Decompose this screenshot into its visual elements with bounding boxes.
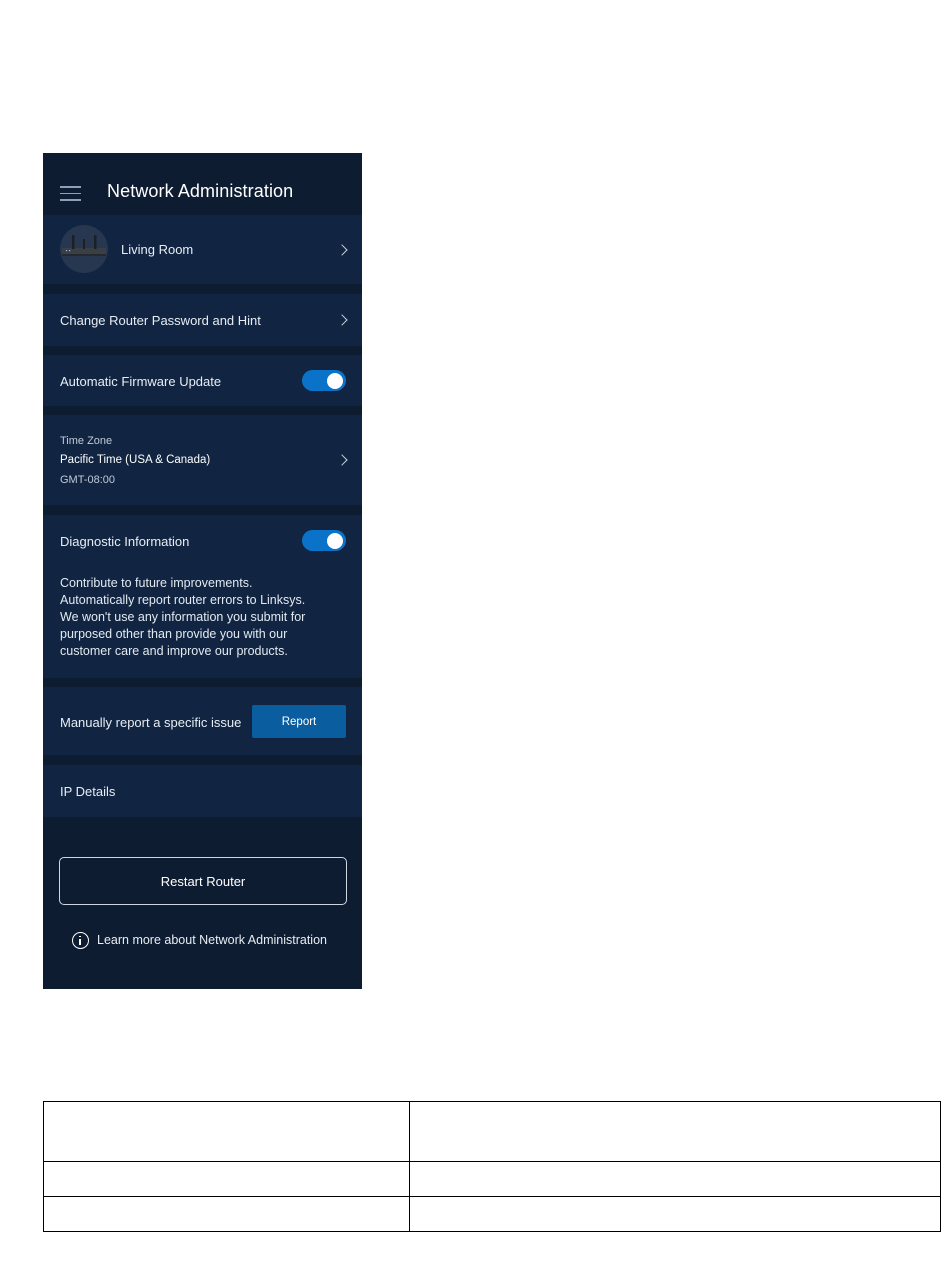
network-administration-screen xyxy=(43,153,362,989)
table-cell xyxy=(44,1102,410,1162)
change-password-row[interactable] xyxy=(43,294,362,346)
toggle-knob xyxy=(327,373,343,389)
table-cell xyxy=(44,1197,410,1232)
learn-more-link[interactable] xyxy=(72,930,327,950)
description-line: customer care and improve our products. xyxy=(60,644,288,658)
time-zone-value: Pacific Time (USA & Canada) xyxy=(60,454,211,466)
hamburger-menu-icon[interactable] xyxy=(60,186,81,201)
router-icon xyxy=(60,225,108,273)
firmware-update-label: Automatic Firmware Update xyxy=(60,374,222,389)
ip-details-row[interactable] xyxy=(43,765,362,817)
time-zone-label: Time Zone xyxy=(60,435,113,447)
chevron-right-icon xyxy=(336,314,347,325)
app-header xyxy=(43,153,362,215)
restart-router-button[interactable]: Restart Router xyxy=(59,857,347,905)
table-row xyxy=(44,1162,941,1197)
router-avatar xyxy=(60,225,108,273)
router-name: Living Room xyxy=(121,242,194,257)
description-line: Contribute to future improvements. xyxy=(60,576,253,590)
table-cell xyxy=(44,1162,410,1197)
router-row[interactable] xyxy=(43,215,362,284)
toggle-knob xyxy=(327,533,343,549)
table-row xyxy=(44,1102,941,1162)
description-line: Automatically report router errors to Linksys. xyxy=(60,593,306,607)
firmware-update-toggle[interactable] xyxy=(302,370,346,391)
report-button[interactable]: Report xyxy=(252,705,346,738)
table-cell xyxy=(410,1162,941,1197)
page-title: Network Administration xyxy=(107,181,294,201)
diagnostic-toggle[interactable] xyxy=(302,530,346,551)
info-icon xyxy=(72,932,89,949)
description-line: purposed other than provide you with our xyxy=(60,627,288,641)
ip-details-label: IP Details xyxy=(60,784,116,799)
time-zone-row[interactable] xyxy=(43,415,362,505)
diagnostic-description xyxy=(60,575,330,660)
time-zone-offset: GMT-08:00 xyxy=(60,474,116,486)
diagnostic-label: Diagnostic Information xyxy=(60,534,190,549)
empty-table xyxy=(43,1101,941,1232)
description-line: We won't use any information you submit for xyxy=(60,610,306,624)
chevron-right-icon xyxy=(336,244,347,255)
firmware-update-row xyxy=(43,355,362,406)
chevron-right-icon xyxy=(336,454,347,465)
manual-report-label: Manually report a specific issue xyxy=(60,715,242,730)
table-row xyxy=(44,1197,941,1232)
learn-more-label: Learn more about Network Administration xyxy=(97,933,327,947)
table-cell xyxy=(410,1102,941,1162)
change-password-label: Change Router Password and Hint xyxy=(60,313,261,328)
table-cell xyxy=(410,1197,941,1232)
